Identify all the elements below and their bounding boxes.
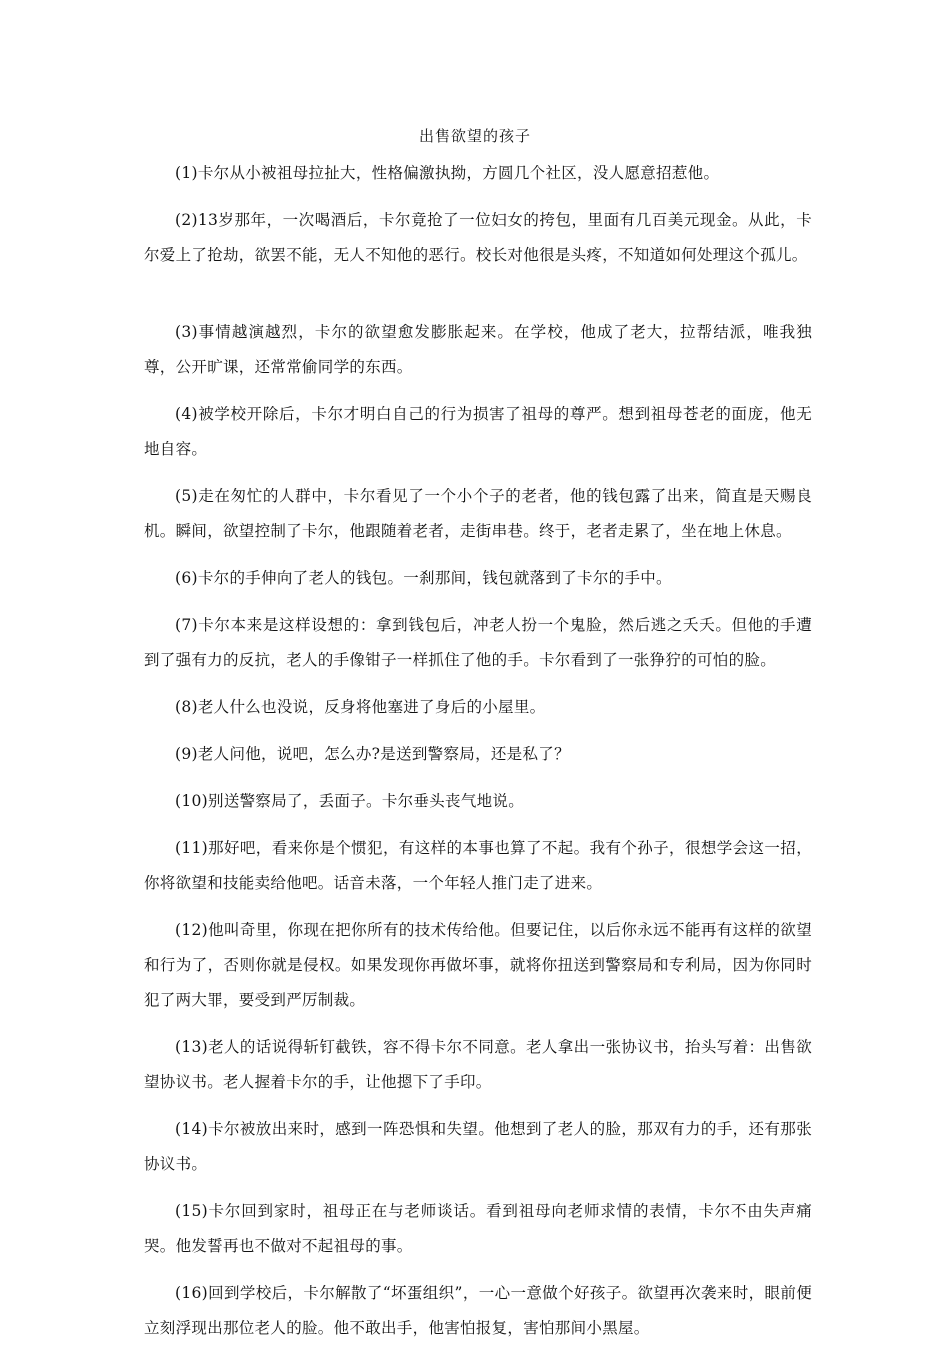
paragraph-2: (2)13岁那年，一次喝酒后，卡尔竟抢了一位妇女的挎包，里面有几百美元现金。从此，卡尔爱上了抢劫，欲罢不能，无人不知他的恶行。校长对他很是头疼，不知道如何处理这个孤儿。	[144, 211, 812, 264]
document-body	[144, 156, 812, 1358]
paragraph-9: (9)老人问他，说吧，怎么办?是送到警察局，还是私了？	[175, 745, 570, 763]
paragraph-3: (3)事情越演越烈，卡尔的欲望愈发膨胀起来。在学校，他成了老大，拉帮结派，唯我独尊，公开旷课，还常常偷同学的东西。	[144, 323, 812, 376]
paragraph-10: (10)别送警察局了，丢面子。卡尔垂头丧气地说。	[175, 792, 525, 810]
paragraph-16: (16)回到学校后，卡尔解散了“坏蛋组织”，一心一意做个好孩子。欲望再次袭来时，眼前便立刻浮现出那位老人的脸。他不敢出手，他害怕报复，害怕那间小黑屋。	[144, 1284, 812, 1337]
paragraph-6: (6)卡尔的手伸向了老人的钱包。一刹那间，钱包就落到了卡尔的手中。	[175, 569, 672, 587]
paragraph-8: (8)老人什么也没说，反身将他塞进了身后的小屋里。	[175, 698, 546, 716]
paragraph-14: (14)卡尔被放出来时，感到一阵恐惧和失望。他想到了老人的脸，那双有力的手，还有那张协议书。	[144, 1120, 812, 1173]
document-title: 出售欲望的孩子	[418, 127, 531, 145]
paragraph-5: (5)走在匆忙的人群中，卡尔看见了一个小个子的老者，他的钱包露了出来，简直是天赐良机。瞬间，欲望控制了卡尔，他跟随着老者，走街串巷。终于，老者走累了，坐在地上休息。	[144, 487, 812, 540]
paragraph-13: (13)老人的话说得斩钉截铁，容不得卡尔不同意。老人拿出一张协议书，抬头写着：出售欲望协议书。老人握着卡尔的手，让他摁下了手印。	[144, 1038, 812, 1091]
paragraph-12: (12)他叫奇里，你现在把你所有的技术传给他。但要记住，以后你永远不能再有这样的欲望和行为了，否则你就是侵权。如果发现你再做坏事，就将你扭送到警察局和专利局，因为你同时犯了两大罪，要受到严厉制裁。	[144, 921, 812, 1009]
paragraph-11: (11)那好吧，看来你是个惯犯，有这样的本事也算了不起。我有个孙子，很想学会这一招，你将欲望和技能卖给他吧。话音未落，一个年轻人推门走了进来。	[144, 839, 812, 892]
paragraph-4: (4)被学校开除后，卡尔才明白自己的行为损害了祖母的尊严。想到祖母苍老的面庞，他无地自容。	[144, 405, 812, 458]
paragraph-7: (7)卡尔本来是这样设想的：拿到钱包后，冲老人扮一个鬼脸，然后逃之夭夭。但他的手遭到了强有力的反抗，老人的手像钳子一样抓住了他的手。卡尔看到了一张狰狞的可怕的脸。	[144, 616, 812, 669]
paragraph-15: (15)卡尔回到家时，祖母正在与老师谈话。看到祖母向老师求情的表情，卡尔不由失声痛哭。他发誓再也不做对不起祖母的事。	[144, 1202, 812, 1255]
paragraph-1: (1)卡尔从小被祖母拉扯大，性格偏激执拗，方圆几个社区，没人愿意招惹他。	[175, 164, 720, 182]
